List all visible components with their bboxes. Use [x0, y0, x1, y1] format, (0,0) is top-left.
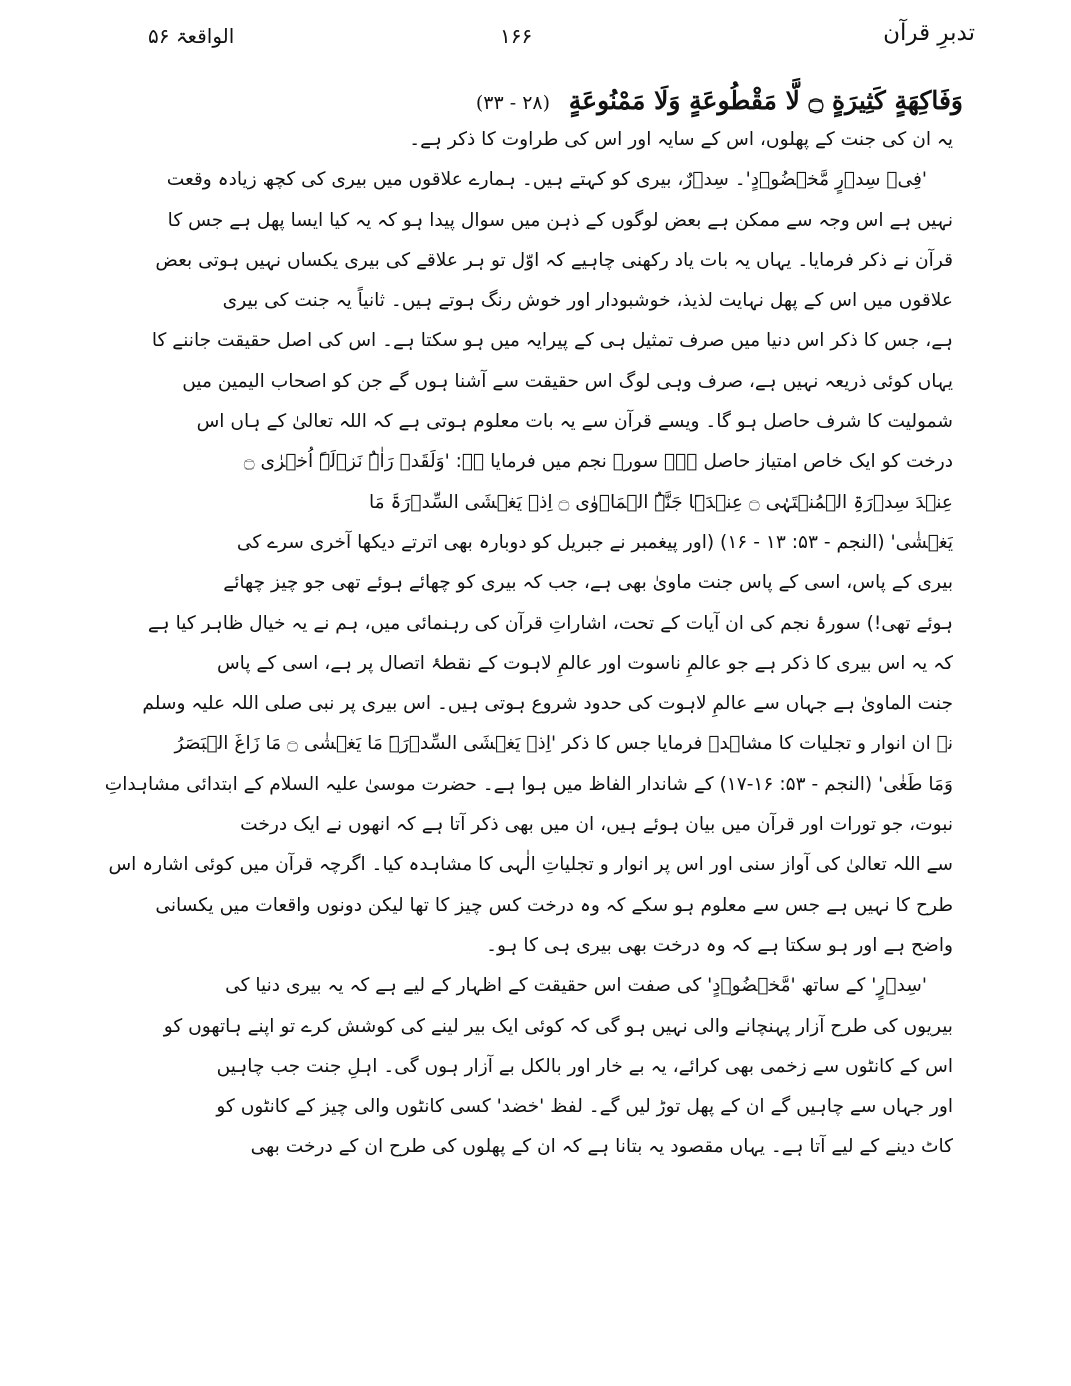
text-line: نبوت، جو تورات اور قرآن میں بیان ہوئے ہیں، ان میں بھی ذکر آتا ہے کہ انھوں نے ایک درخت	[240, 814, 953, 836]
text-line: 'فِیۡ سِدۡرٍ مَّخۡضُوۡدٍ'۔ سِدۡرٌ، بیری کو کہتے ہیں۔ ہمارے علاقوں میں بیری کی کچھ زیادہ وقعت	[166, 169, 927, 191]
text-line: یَغۡشٰی' (النجم - ۵۳: ۱۳ - ۱۶) (اور پیغمبر نے جبریل کو دوبارہ بھی اترتے دیکھا آخری سرے کی	[236, 531, 953, 553]
text-line: واضح ہے اور ہو سکتا ہے کہ وہ درخت بھی بیری ہی کا ہو۔	[486, 934, 953, 956]
text-line: ہے، جس کا ذکر اس دنیا میں صرف تمثیل ہی کے پیرایہ میں ہو سکتا ہے۔ اس کی اصل حقیقت جاننے کا	[151, 330, 953, 352]
text-line: نے ان انوار و تجلیات کا مشاہدہ فرمایا جس کا ذکر 'اِذۡ یَغۡشَی السِّدۡرَۃَ مَا یَغۡشٰی ۝ مَا زَاغَ الۡبَصَرُ	[174, 733, 953, 755]
text-line: وَمَا طَغٰی' (النجم - ۵۳: ۱۶-۱۷) کے شاندار الفاظ میں ہوا ہے۔ حضرت موسیٰ علیہ السلام کے ابتدائی مشاہداتِ	[104, 773, 953, 795]
text-line: ہوئے تھی!) سورۂ نجم کی ان آیات کے تحت، اشاراتِ قرآن کی رہنمائی میں، ہم نے یہ خیال ظاہر کیا ہے	[147, 612, 953, 634]
text-line: کاٹ دینے کے لیے آتا ہے۔ یہاں مقصود یہ بتانا ہے کہ ان کے پھلوں کی طرح ان کے درخت بھی	[250, 1136, 953, 1158]
text-line: علاقوں میں اس کے پھل نہایت لذیذ، خوشبودار اور خوش رنگ ہوتے ہیں۔ ثانیاً یہ جنت کی بیری	[222, 290, 953, 312]
text-line: یہاں کوئی ذریعہ نہیں ہے، صرف وہی لوگ اس حقیقت سے آشنا ہوں گے جن کو اصحاب الیمین میں	[182, 370, 953, 392]
text-line: بیریوں کی طرح آزار پہنچانے والی نہیں ہو گی کہ کوئی ایک بیر لینے کی کوشش کرے تو اپنے ہاتھوں کو	[163, 1015, 953, 1037]
verse-reference: (۲۸ - ۳۳)	[475, 92, 551, 114]
text-line: طرح کا نہیں ہے جس سے معلوم ہو سکے کہ وہ درخت کس چیز کا تھا لیکن دونوں واقعات میں یکسانی	[155, 894, 953, 916]
text-line: جنت الماویٰ ہے جہاں سے عالمِ لاہوت کی حدود شروع ہوتی ہیں۔ اس بیری پر نبی صلی اللہ علیہ وسلم	[142, 693, 953, 715]
text-line: کہ یہ اس بیری کا ذکر ہے جو عالمِ ناسوت اور عالمِ لاہوت کے نقطۂ اتصال پر ہے، اسی کے پاس	[216, 652, 953, 674]
text-line: عِنۡدَ سِدۡرَۃِ الۡمُنۡتَہٰی ۝ عِنۡدَہَا جَنَّۃُ الۡمَاۡوٰی ۝ اِذۡ یَغۡشَی السِّدۡرَۃَ مَا	[369, 491, 953, 513]
text-line: نہیں ہے اس وجہ سے ممکن ہے بعض لوگوں کے ذہن میں سوال پیدا ہو کہ یہ کیا ایسا پھل ہے جس کا	[167, 209, 953, 231]
text-line: سے اللہ تعالیٰ کی آواز سنی اور اس پر انوار و تجلیاتِ الٰہی کا مشاہدہ کیا۔ اگرچہ قرآن میں کوئی اشارہ اس	[108, 854, 953, 876]
page-header	[0, 14, 1071, 54]
text-line: بیری کے پاس، اسی کے پاس جنت ماویٰ بھی ہے، جب کہ بیری کو چھائے ہوئے تھی جو چیز چھائے	[223, 572, 953, 594]
page-number: ۱۶۶	[500, 24, 533, 48]
surah-name: الواقعۃ ۵۶	[148, 24, 235, 48]
commentary-text	[93, 120, 953, 1168]
text-line: یہ ان کی جنت کے پھلوں، اس کے سایہ اور اس کی طراوت کا ذکر ہے۔	[409, 129, 953, 150]
text-line: قرآن نے ذکر فرمایا۔ یہاں یہ بات یاد رکھنی چاہیے کہ اوّل تو ہر علاقے کی بیری یکساں نہیں ہوتی بعض	[155, 249, 953, 271]
text-line: اور جہاں سے چاہیں گے ان کے پھل توڑ لیں گے۔ لفظ 'خضد' کسی کانٹوں والی چیز کے کانٹوں کو	[216, 1096, 953, 1118]
text-line: درخت کو ایک خاص امتیاز حاصل ہے۔ سورۂ نجم میں فرمایا ہے: 'وَلَقَدۡ رَاٰہُ نَزۡلَۃً اُخۡرٰی ۝	[243, 451, 953, 473]
book-title: تدبرِ قرآن	[883, 20, 975, 46]
text-line: شمولیت کا شرف حاصل ہو گا۔ ویسے قرآن سے یہ بات معلوم ہوتی ہے کہ اللہ تعالیٰ کے ہاں اس	[196, 411, 953, 433]
verse-arabic: وَفَاكِهَةٍ كَثِيرَةٍ ۝ لَّا مَقْطُوعَةٍ وَلَا مَمْنُوعَةٍ	[568, 86, 963, 115]
quran-verse	[103, 86, 963, 115]
text-line: اس کے کانٹوں سے زخمی بھی کرائے، یہ بے خار اور بالکل بے آزار ہوں گی۔ اہلِ جنت جب چاہیں	[216, 1055, 953, 1077]
text-line: 'سِدۡرٍ' کے ساتھ 'مَّخۡضُوۡدٍ' کی صفت اس حقیقت کے اظہار کے لیے ہے کہ یہ بیری دنیا کی	[225, 975, 927, 997]
